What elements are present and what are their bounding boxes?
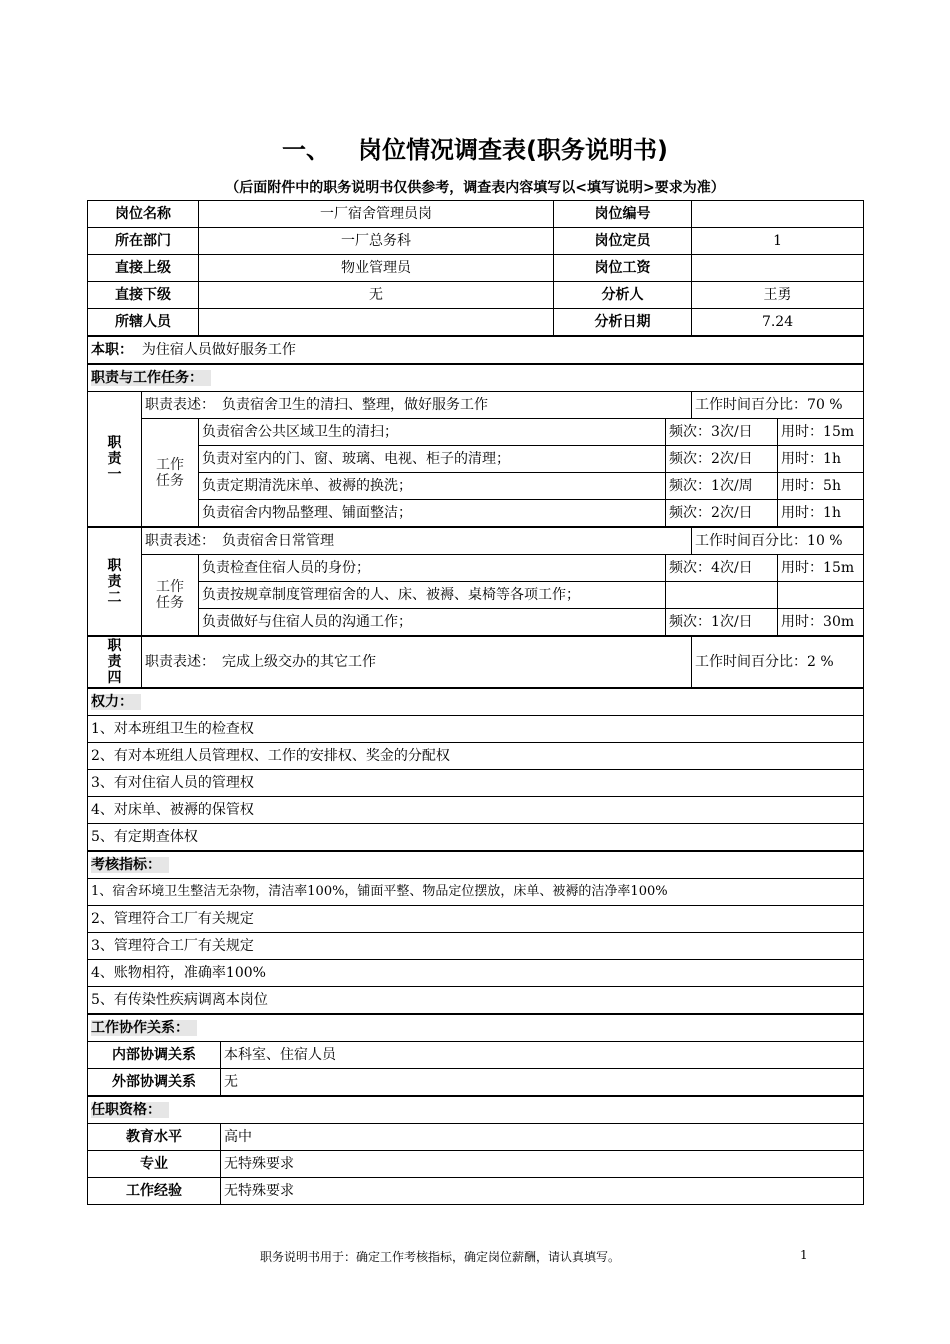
- task-row: [88, 419, 864, 446]
- qual-row: [88, 1151, 864, 1178]
- duty2-desc-row: [88, 527, 864, 555]
- task-row: [88, 500, 864, 528]
- field-value: [692, 201, 864, 228]
- duty1-task-label-text: 工作任务: [156, 456, 184, 489]
- field-label: 所辖人员: [88, 309, 199, 337]
- basic-row: [88, 282, 864, 309]
- duty1-desc: 职责表述： 负责宿舍卫生的清扫、整理，做好服务工作: [142, 392, 692, 419]
- duty1-label: [88, 392, 142, 528]
- qual-edu-label: 教育水平: [88, 1124, 221, 1151]
- field-label: 分析人: [554, 282, 692, 309]
- page-number: 1: [800, 1248, 808, 1262]
- coop-external-value: 无: [221, 1069, 864, 1097]
- duty2-label-text: 职责二: [107, 557, 122, 606]
- section-header-row: [88, 851, 864, 879]
- title-text: 岗位情况调查表(职务说明书): [358, 136, 668, 164]
- coop-internal-value: 本科室、住宿人员: [221, 1042, 864, 1069]
- power-row: [88, 743, 864, 770]
- benzhi-row: [88, 336, 864, 364]
- basic-row: [88, 255, 864, 282]
- power-row: [88, 770, 864, 797]
- field-label: 所在部门: [88, 228, 199, 255]
- kpi-row: [88, 879, 864, 906]
- task-freq: [666, 582, 778, 609]
- task-time: 用时：15m: [778, 555, 864, 582]
- section-header-row: [88, 1096, 864, 1124]
- duty2-desc: 职责表述： 负责宿舍日常管理: [142, 527, 692, 555]
- kpi-row: [88, 960, 864, 987]
- task-text: 负责对室内的门、窗、玻璃、电视、柜子的清理；: [199, 446, 666, 473]
- kpi-row: [88, 933, 864, 960]
- power-item: 1、对本班组卫生的检查权: [88, 716, 864, 743]
- field-value: 物业管理员: [199, 255, 554, 282]
- benzhi-text: 为住宿人员做好服务工作: [141, 342, 296, 358]
- task-text: 负责做好与住宿人员的沟通工作；: [199, 609, 666, 637]
- basic-row: [88, 228, 864, 255]
- duty4-row: [88, 636, 864, 688]
- duty2-pct: 工作时间百分比：10 %: [692, 527, 864, 555]
- duty1-desc-row: [88, 392, 864, 419]
- basic-row: [88, 201, 864, 228]
- task-time: 用时：1h: [778, 500, 864, 528]
- duties-header: 职责与工作任务：: [91, 370, 211, 386]
- task-freq: 频次：2次/日: [666, 500, 778, 528]
- power-header: 权力：: [91, 694, 141, 710]
- kpi-item: 4、账物相符，准确率100%: [88, 960, 864, 987]
- field-value: [692, 255, 864, 282]
- title-number: 一、: [282, 136, 331, 164]
- duty4-label-text: 职责四: [107, 638, 122, 686]
- task-time: 用时：30m: [778, 609, 864, 637]
- task-text: 负责宿舍内物品整理、铺面整洁；: [199, 500, 666, 528]
- qual-edu-value: 高中: [221, 1124, 864, 1151]
- duty4-pct: 工作时间百分比：2 %: [692, 636, 864, 688]
- task-text: 负责按规章制度管理宿舍的人、床、被褥、桌椅等各项工作；: [199, 582, 666, 609]
- power-item: 2、有对本班组人员管理权、工作的安排权、奖金的分配权: [88, 743, 864, 770]
- coop-header: 工作协作关系：: [91, 1020, 197, 1036]
- benzhi-label: 本职：: [91, 342, 133, 358]
- duty2-task-label: [142, 555, 199, 637]
- duty1-pct: 工作时间百分比：70 %: [692, 392, 864, 419]
- power-row: [88, 716, 864, 743]
- duty2-task-label-text: 工作任务: [156, 579, 184, 611]
- kpi-row: [88, 906, 864, 933]
- duty1-task-label: [142, 419, 199, 528]
- kpi-item: 5、有传染性疾病调离本岗位: [88, 987, 864, 1015]
- power-item: 4、对床单、被褥的保管权: [88, 797, 864, 824]
- section-header-row: [88, 364, 864, 392]
- kpi-header-cell: [88, 851, 864, 879]
- duty1-label-text: 职责一: [107, 435, 122, 483]
- footer-text: 职务说明书用于：确定工作考核指标，确定岗位薪酬，请认真填写。: [260, 1250, 621, 1264]
- qual-header-cell: [88, 1096, 864, 1124]
- field-label: 岗位定员: [554, 228, 692, 255]
- page-title: [0, 130, 950, 165]
- power-header-cell: [88, 688, 864, 716]
- coop-external-label: 外部协调关系: [88, 1069, 221, 1097]
- task-freq: 频次：4次/日: [666, 555, 778, 582]
- kpi-item: 3、管理符合工厂有关规定: [88, 933, 864, 960]
- field-value: 一厂宿舍管理员岗: [199, 201, 554, 228]
- task-time: 用时：5h: [778, 473, 864, 500]
- task-time: 用时：1h: [778, 446, 864, 473]
- coop-header-cell: [88, 1014, 864, 1042]
- task-freq: 频次：2次/日: [666, 446, 778, 473]
- duties-header-cell: [88, 364, 864, 392]
- task-row: [88, 555, 864, 582]
- power-item: 5、有定期查体权: [88, 824, 864, 852]
- qual-row: [88, 1124, 864, 1151]
- power-row: [88, 797, 864, 824]
- job-survey-table: [87, 200, 864, 1205]
- task-row: [88, 473, 864, 500]
- task-text: 负责定期清洗床单、被褥的换洗；: [199, 473, 666, 500]
- section-header-row: [88, 1014, 864, 1042]
- coop-row: [88, 1042, 864, 1069]
- kpi-item: 2、管理符合工厂有关规定: [88, 906, 864, 933]
- kpi-header: 考核指标：: [91, 857, 169, 873]
- field-value: [199, 309, 554, 337]
- field-value: 王勇: [692, 282, 864, 309]
- task-freq: 频次：1次/日: [666, 609, 778, 637]
- field-value: 1: [692, 228, 864, 255]
- task-text: 负责检查住宿人员的身份；: [199, 555, 666, 582]
- task-text: 负责宿舍公共区域卫生的清扫；: [199, 419, 666, 446]
- benzhi-cell: [88, 336, 864, 364]
- task-row: [88, 582, 864, 609]
- task-time: 用时：15m: [778, 419, 864, 446]
- basic-row: [88, 309, 864, 337]
- task-freq: 频次：1次/周: [666, 473, 778, 500]
- field-label: 分析日期: [554, 309, 692, 337]
- qual-row: [88, 1178, 864, 1205]
- kpi-row: [88, 987, 864, 1015]
- field-value: 7.24: [692, 309, 864, 337]
- task-row: [88, 609, 864, 637]
- qual-exp-value: 无特殊要求: [221, 1178, 864, 1205]
- field-label: 岗位工资: [554, 255, 692, 282]
- field-label: 直接上级: [88, 255, 199, 282]
- power-item: 3、有对住宿人员的管理权: [88, 770, 864, 797]
- coop-internal-label: 内部协调关系: [88, 1042, 221, 1069]
- kpi-item: 1、宿舍环境卫生整洁无杂物，清洁率100%，铺面平整、物品定位摆放，床单、被褥的洁净率100%: [88, 879, 864, 906]
- task-row: [88, 446, 864, 473]
- task-freq: 频次：3次/日: [666, 419, 778, 446]
- field-value: 无: [199, 282, 554, 309]
- duty4-label: [88, 636, 142, 688]
- page-subtitle: （后面附件中的职务说明书仅供参考，调查表内容填写以<填写说明>要求为准）: [225, 180, 725, 196]
- section-header-row: [88, 688, 864, 716]
- field-value: 一厂总务科: [199, 228, 554, 255]
- qual-header: 任职资格：: [91, 1102, 169, 1118]
- qual-major-value: 无特殊要求: [221, 1151, 864, 1178]
- field-label: 岗位编号: [554, 201, 692, 228]
- field-label: 直接下级: [88, 282, 199, 309]
- duty4-desc: 职责表述： 完成上级交办的其它工作: [142, 636, 692, 688]
- qual-major-label: 专业: [88, 1151, 221, 1178]
- power-row: [88, 824, 864, 852]
- coop-row: [88, 1069, 864, 1097]
- task-time: [778, 582, 864, 609]
- field-label: 岗位名称: [88, 201, 199, 228]
- duty2-label: [88, 527, 142, 636]
- qual-exp-label: 工作经验: [88, 1178, 221, 1205]
